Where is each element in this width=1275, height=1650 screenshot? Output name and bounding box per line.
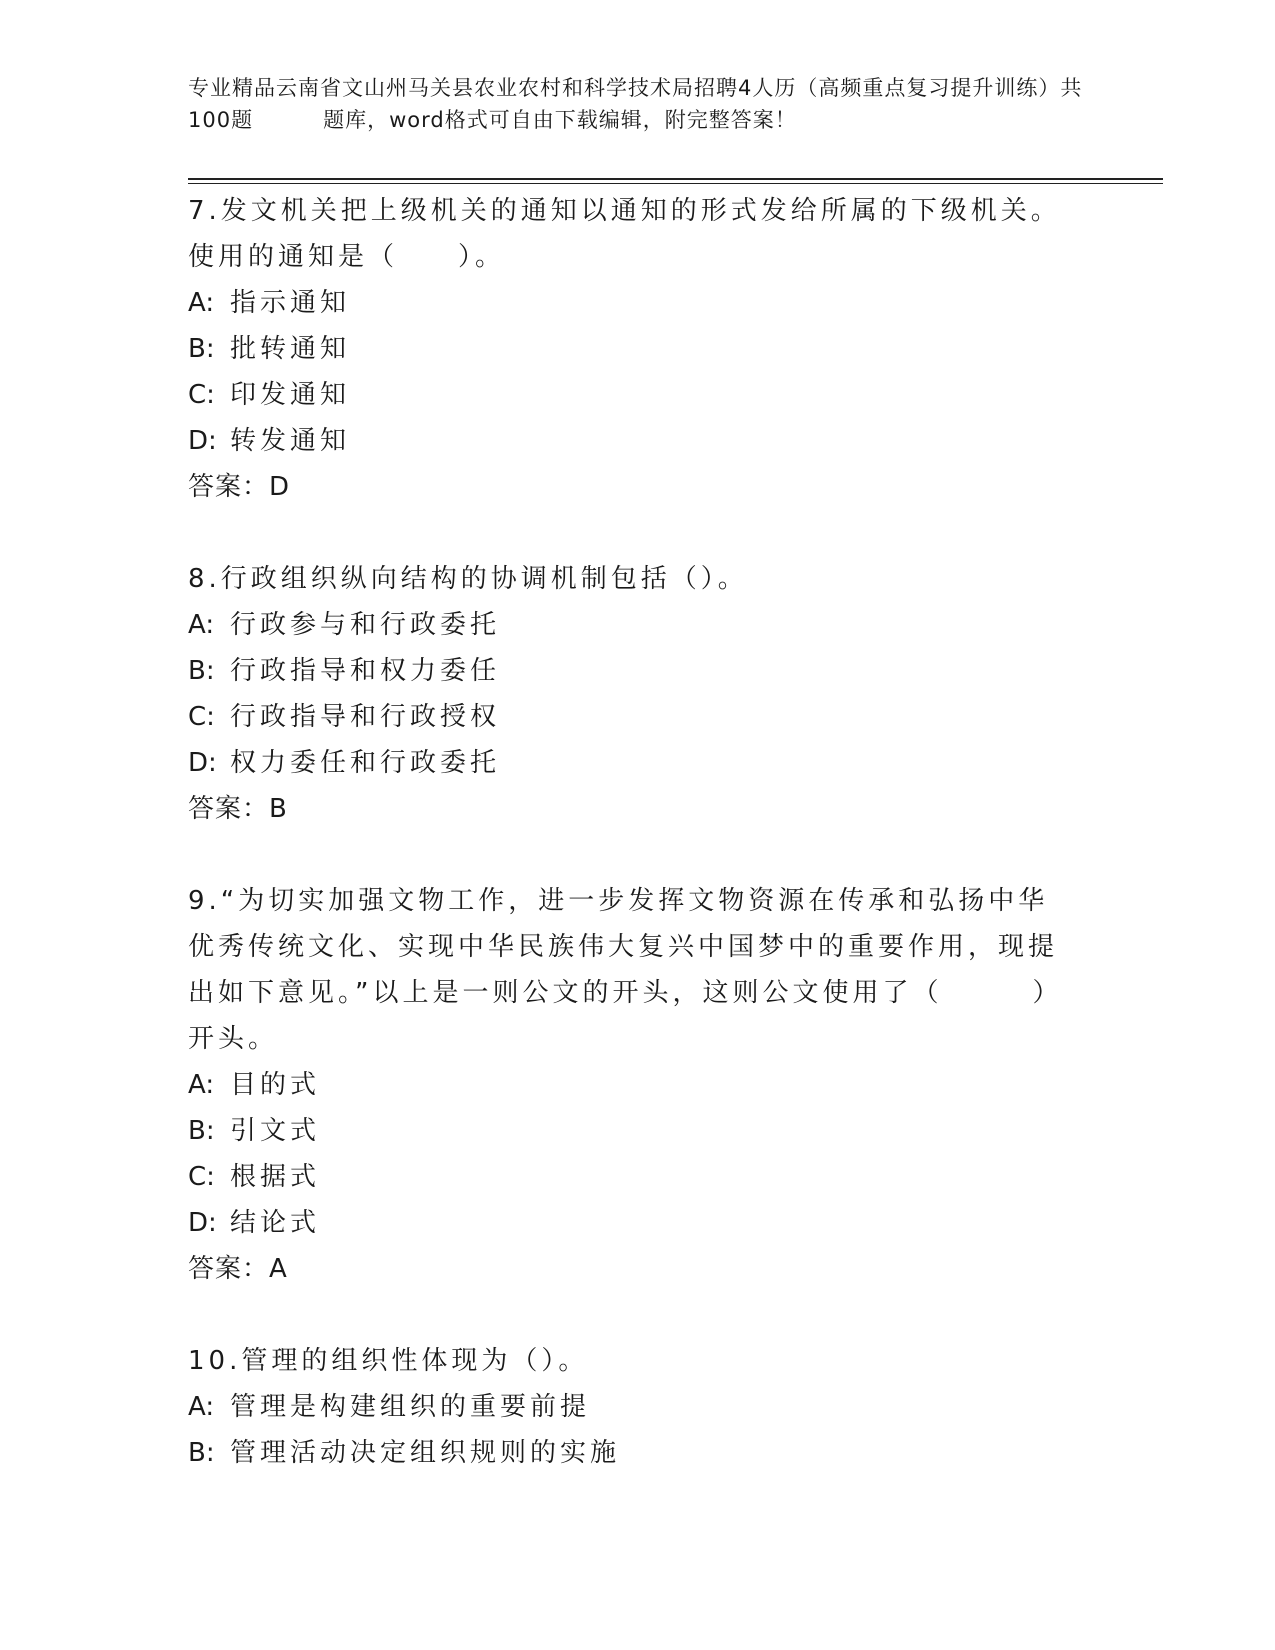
option-text: 根据式 (230, 1162, 321, 1192)
option-text: 引文式 (230, 1116, 321, 1146)
option-key: A: (188, 1392, 215, 1422)
question-7 (188, 188, 1068, 510)
question-9 (188, 878, 1068, 1292)
option-a (188, 1384, 1068, 1430)
option-a (188, 280, 1068, 326)
option-c (188, 1154, 1068, 1200)
question-text: 8.行政组织纵向结构的协调机制包括（）。 (188, 564, 748, 594)
header-divider-thick (188, 178, 1163, 180)
option-key: B: (188, 656, 215, 686)
option-text: 结论式 (230, 1208, 321, 1238)
option-text: 转发通知 (230, 426, 351, 456)
option-text: 批转通知 (230, 334, 351, 364)
option-key: D: (188, 1208, 217, 1238)
option-key: B: (188, 334, 215, 364)
option-key: D: (188, 426, 217, 456)
header-divider-thin (188, 183, 1163, 184)
option-b (188, 326, 1068, 372)
option-c (188, 694, 1068, 740)
option-a (188, 602, 1068, 648)
option-key: C: (188, 702, 215, 732)
question-10 (188, 1338, 1068, 1476)
option-d (188, 740, 1068, 786)
option-b (188, 1430, 1068, 1476)
option-a (188, 1062, 1068, 1108)
question-text: 9.“为切实加强文物工作，进一步发挥文物资源在传承和弘扬中华优秀传统文化、实现中华民族伟大复兴中国梦中的重要作用，现提出如下意见。”以上是一则公文的开头，这则公文使用了（ ）开头。 (188, 886, 1063, 1054)
question-text: 10.管理的组织性体现为（）。 (188, 1346, 589, 1376)
document-header (188, 72, 1088, 136)
question-spacer (188, 1292, 1068, 1338)
question-list (188, 188, 1068, 1476)
question-text: 7.发文机关把上级机关的通知以通知的形式发给所属的下级机关。使用的通知是（ ）。 (188, 196, 1061, 272)
option-text: 目的式 (230, 1070, 321, 1100)
option-key: B: (188, 1116, 215, 1146)
option-key: A: (188, 610, 215, 640)
option-text: 行政指导和行政授权 (230, 702, 501, 732)
option-text: 印发通知 (230, 380, 351, 410)
option-d (188, 1200, 1068, 1246)
option-text: 管理活动决定组织规则的实施 (230, 1438, 621, 1468)
header-title-part1: 专业精品云南省文山州马关县农业农村和科学技术局招聘4人历（高频重点复习提升训练）共100题 (188, 76, 1083, 132)
option-text: 行政指导和权力委任 (230, 656, 501, 686)
option-c (188, 372, 1068, 418)
option-key: C: (188, 1162, 215, 1192)
option-key: A: (188, 288, 215, 318)
answer-line: 答案：A (188, 1254, 288, 1284)
option-text: 指示通知 (230, 288, 351, 318)
header-title-part2: 题库，word格式可自由下载编辑，附完整答案！ (323, 108, 797, 132)
question-spacer (188, 832, 1068, 878)
option-text: 权力委任和行政委托 (230, 748, 501, 778)
option-key: A: (188, 1070, 215, 1100)
option-key: B: (188, 1438, 215, 1468)
option-text: 行政参与和行政委托 (230, 610, 501, 640)
answer-line: 答案：D (188, 472, 291, 502)
option-key: C: (188, 380, 215, 410)
option-text: 管理是构建组织的重要前提 (230, 1392, 591, 1422)
option-b (188, 1108, 1068, 1154)
option-key: D: (188, 748, 217, 778)
option-b (188, 648, 1068, 694)
question-spacer (188, 510, 1068, 556)
question-8 (188, 556, 1068, 832)
option-d (188, 418, 1068, 464)
answer-line: 答案：B (188, 794, 288, 824)
